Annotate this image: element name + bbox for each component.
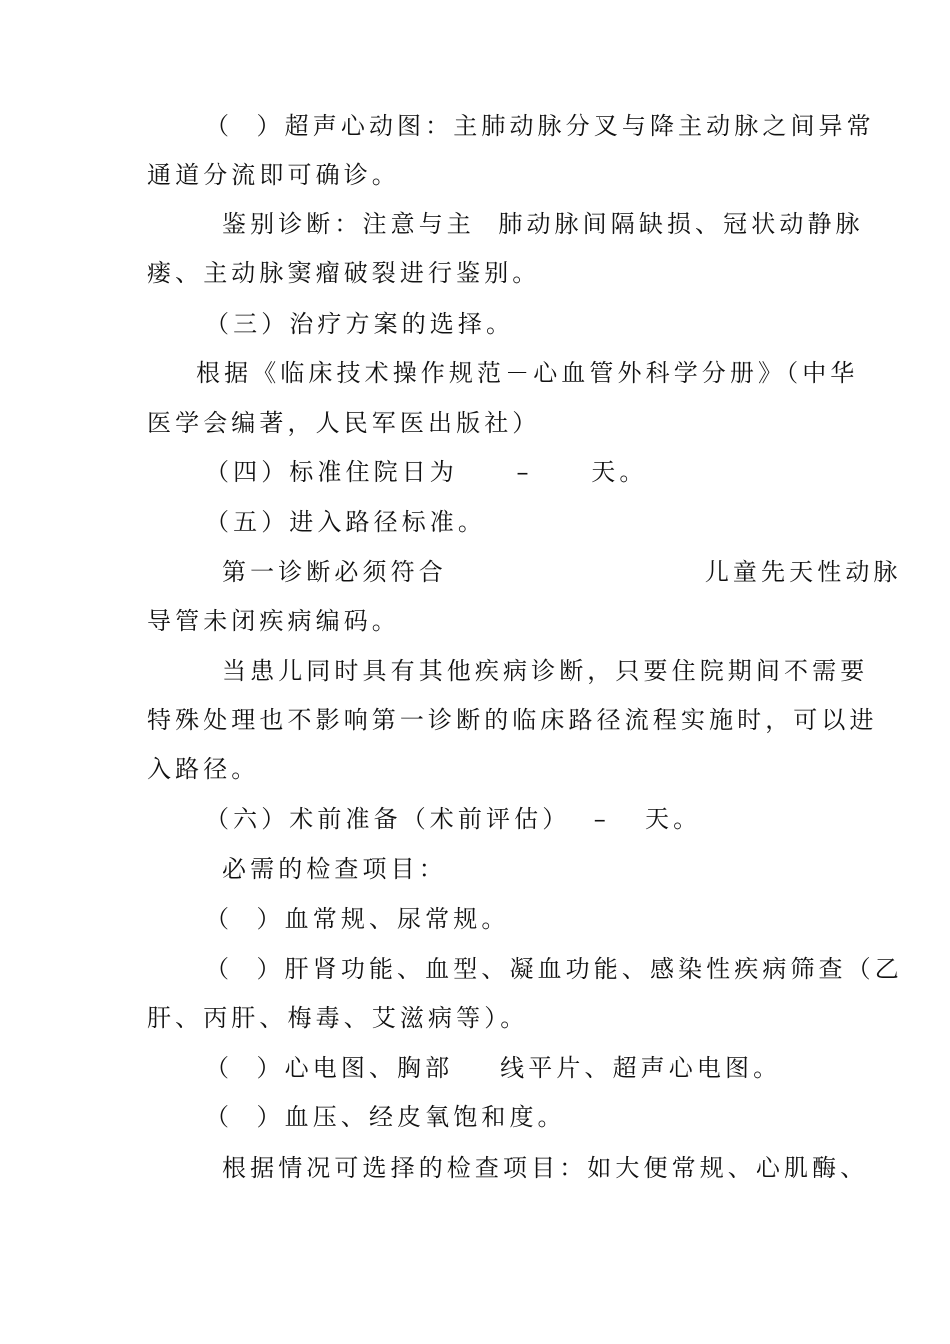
text-line: 导管未闭疾病编码。 (147, 607, 400, 635)
text-line: 根据情况可选择的检查项目：如大便常规、心肌酶、 (222, 1154, 869, 1182)
text-line: （ ）血压、经皮氧饱和度。 (205, 1103, 566, 1131)
text-line: 医学会编著，人民军医出版社） (147, 409, 541, 437)
text-line: （ ）心电图、胸部 线平片、超声心电图。 (205, 1054, 782, 1082)
text-line: 瘘、主动脉窦瘤破裂进行鉴别。 (147, 259, 541, 287)
text-line: 必需的检查项目： (222, 855, 447, 883)
text-line: （五）进入路径标准。 (205, 508, 486, 536)
text-line: 入路径。 (147, 755, 260, 783)
text-line: 当患儿同时具有其他疾病诊断，只要住院期间不需要 (222, 657, 869, 685)
text-line: （ ）超声心动图：主肺动脉分叉与降主动脉之间异常 (205, 112, 875, 140)
text-line: （ ）血常规、尿常规。 (205, 905, 510, 933)
text-line: 肝、丙肝、梅毒、艾滋病等）。 (147, 1004, 529, 1032)
text-line: （四）标准住院日为 – 天。 (205, 458, 648, 486)
text-line: 根据《临床技术操作规范－心血管外科学分册》（中华 (196, 359, 859, 387)
text-line: 鉴别诊断：注意与主 肺动脉间隔缺损、冠状动静脉 (222, 210, 864, 238)
text-line: 特殊处理也不影响第一诊断的临床路径流程实施时，可以进 (147, 706, 878, 734)
text-line: 通道分流即可确诊。 (147, 161, 400, 189)
text-line: 第一诊断必须符合 儿童先天性动脉 (222, 558, 902, 586)
text-line: （ ）肝肾功能、血型、凝血功能、感染性疾病筛查（乙 (205, 955, 903, 983)
text-line: （三）治疗方案的选择。 (205, 310, 515, 338)
text-line: （六）术前准备（术前评估） – 天。 (205, 805, 702, 833)
